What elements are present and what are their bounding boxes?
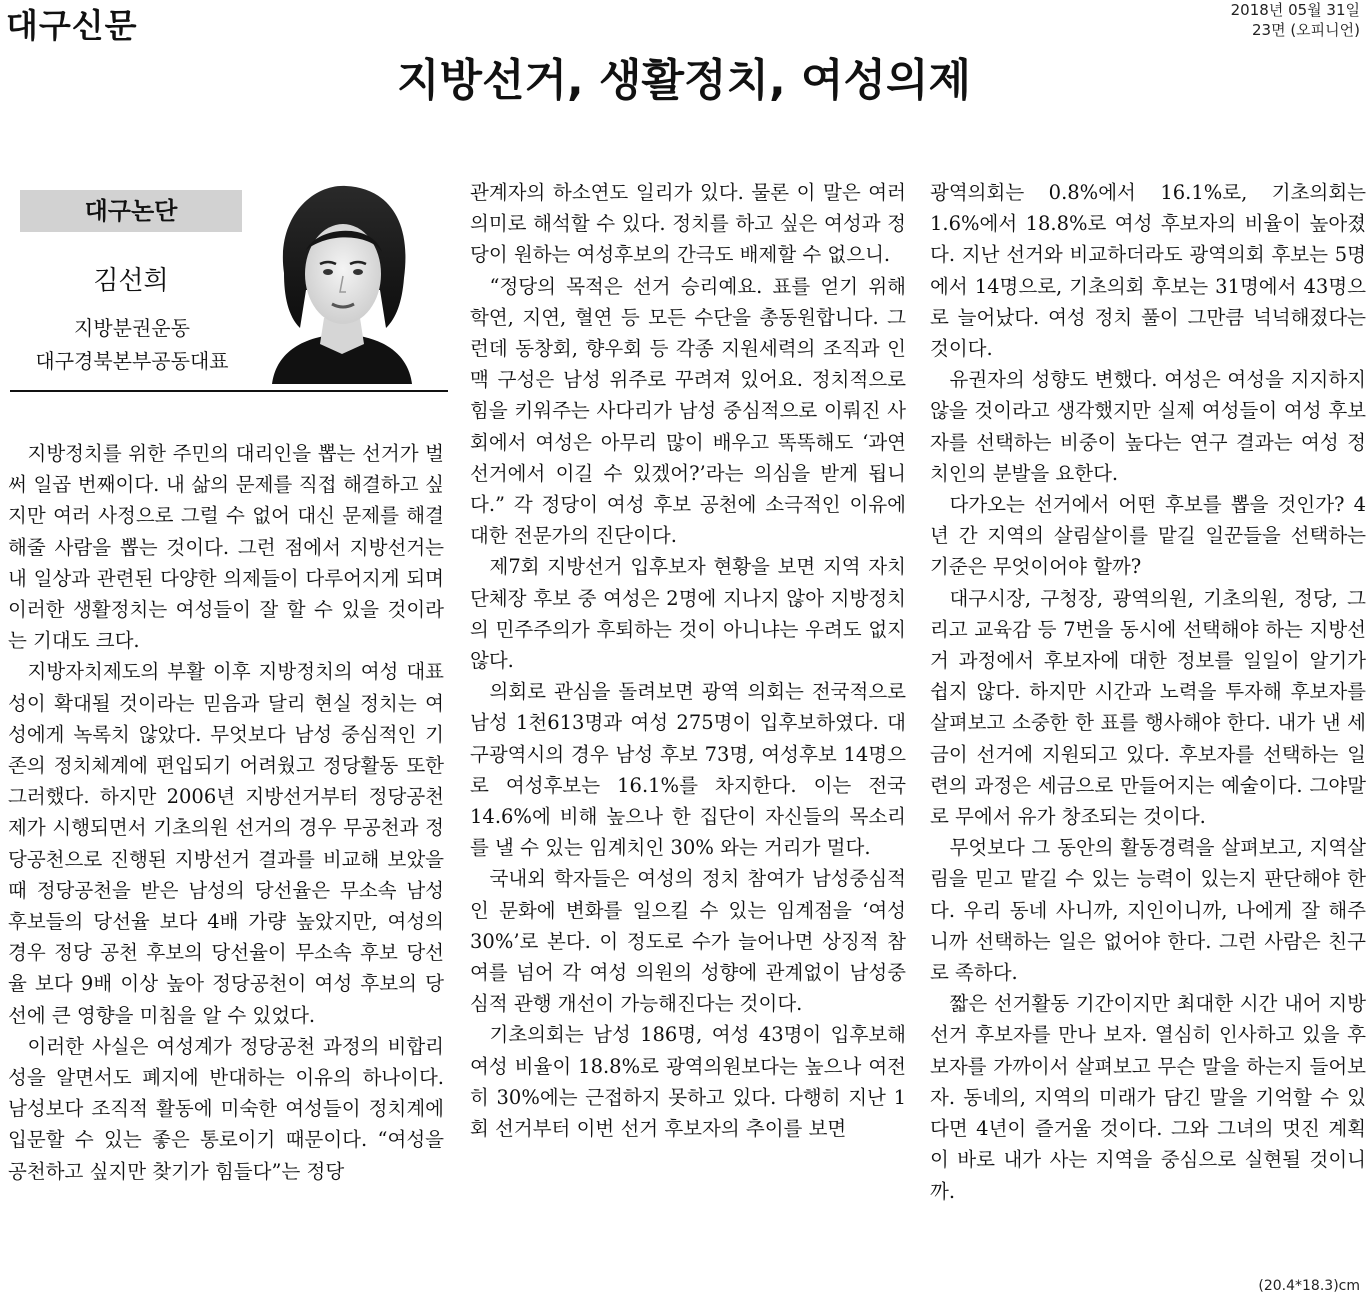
paragraph: 무엇보다 그 동안의 활동경력을 살펴보고, 지역살림을 믿고 맡길 수 있는 능력이 있는지 판단해야 한다. 우리 동네 사니까, 지인이니까, 나에게 잘 해주니까 선택하는 일은 없어야 한다. 그런 사람은 친구로 족하다. xyxy=(930,836,1366,985)
paragraph: 짧은 선거활동 기간이지만 최대한 시간 내어 지방선거 후보자를 만나 보자. 열심히 인사하고 있을 후보자를 가까이서 살펴보고 무슨 말을 하는지 들어보자. 동네의, 지역의 미래가 담긴 말을 기억할 수 있다면 4년이 즐거울 것이다. 그와 그녀의 멋진 계획이 바로 내가 사는 지역을 중심으로 실현될 것이니까. xyxy=(930,992,1366,1203)
author-role-line-2: 대구경북본부공동대표 xyxy=(35,349,229,373)
author-photo xyxy=(262,178,422,384)
paragraph-continued: 광역의회는 0.8%에서 16.1%로, 기초의회는 1.6%에서 18.8%로 여성 후보자의 비율이 높아졌다. 지난 선거와 비교하더라도 광역의회 후보는 5명에서 14명으로, 기초의회 후보는 31명에서 43명으로 늘어났다. 여성 정치 풀이 그만큼 넉넉해졌다는 것이다. xyxy=(930,181,1366,361)
paragraph: 지방자치제도의 부활 이후 지방정치의 여성 대표성이 확대될 것이라는 믿음과 달리 현실 정치는 여성에게 녹록치 않았다. 무엇보다 남성 중심적인 기존의 정치체계에 편입되기 어려웠고 정당활동 또한 그러했다. 하지만 2006년 지방선거부터 정당공천제가 시행되면서 기초의원 선거의 경우 무공천과 정당공천으로 진행된 지방선거 결과를 비교해 보았을 때 정당공천을 받은 남성의 당선율은 무소속 남성 후보들의 당선율 보다 4배 가량 높았지만, 여성의 경우 정당 공천 후보의 당선율이 무소속 후보 당선율 보다 9배 이상 높아 정당공천이 여성 후보의 당선에 큰 영향을 미침을 알 수 있었다. xyxy=(8,660,444,1027)
newspaper-masthead: 대구신문 xyxy=(6,6,138,45)
issue-date: 2018년 05월 31일 xyxy=(1230,1,1360,19)
paragraph: 다가오는 선거에서 어떤 후보를 뽑을 것인가? 4년 간 지역의 살림살이를 맡길 일꾼들을 선택하는 기준은 무엇이어야 할까? xyxy=(930,493,1366,579)
paragraph-continued: 관계자의 하소연도 일리가 있다. 물론 이 말은 여러 의미로 해석할 수 있다. 정치를 하고 싶은 여성과 정당이 원하는 여성후보의 간극도 배제할 수 없으니. xyxy=(470,181,906,267)
author-role-line-1: 지방분권운동 xyxy=(74,316,190,340)
paragraph: 의회로 관심을 돌려보면 광역 의회는 전국적으로 남성 1천613명과 여성 275명이 입후보하였다. 대구광역시의 경우 남성 후보 73명, 여성후보 14명으로 여성후보는 16.1%를 차지한다. 이는 전국 14.6%에 비해 높으나 한 집단이 자신들의 목소리를 낼 수 있는 임계치인 30% 와는 거리가 멀다. xyxy=(470,680,906,860)
paragraph: 제7회 지방선거 입후보자 현황을 보면 지역 자치단체장 후보 중 여성은 2명에 지나지 않아 지방정치의 민주주의가 후퇴하는 것이 아니냐는 우려도 없지 않다. xyxy=(470,555,906,673)
byline-divider xyxy=(10,390,448,392)
section-label: 대구논단 xyxy=(20,190,242,232)
paragraph: 이러한 사실은 여성계가 정당공천 과정의 비합리성을 알면서도 폐지에 반대하는 이유의 하나이다. 남성보다 조직적 활동에 미숙한 여성들이 정치계에 입문할 수 있는 좋은 통로이기 때문이다. “여성을 공천하고 싶지만 찾기가 힘들다”는 정당 xyxy=(8,1034,444,1183)
article-column-1 xyxy=(8,438,444,1187)
issue-page: 23면 (오피니언) xyxy=(1251,21,1360,39)
byline-box xyxy=(10,178,450,388)
issue-meta xyxy=(1231,0,1360,40)
article-headline: 지방선거, 생활정치, 여성의제 xyxy=(396,55,972,106)
paragraph: 유권자의 성향도 변했다. 여성은 여성을 지지하지 않을 것이라고 생각했지만 실제 여성들이 여성 후보자를 선택하는 비중이 높다는 연구 결과는 여성 정치인의 분발을 요한다. xyxy=(930,368,1366,485)
article-column-3 xyxy=(930,177,1366,1207)
paragraph: 국내외 학자들은 여성의 정치 참여가 남성중심적인 문화에 변화를 일으킬 수 있는 임계점을 ‘여성 30%’로 본다. 이 정도로 수가 늘어나면 상징적 참여를 넘어 각 여성 의원의 성향에 관계없이 남성중심적 관행 개선이 가능해진다는 것이다. xyxy=(470,867,906,1016)
article-column-2 xyxy=(470,177,906,1144)
author-role xyxy=(10,312,254,378)
paragraph: 기초의회는 남성 186명, 여성 43명이 입후보해 여성 비율이 18.8%로 광역의원보다는 높으나 여전히 30%에는 근접하지 못하고 있다. 다행히 지난 1회 선거부터 이번 선거 후보자의 추이를 보면 xyxy=(470,1023,906,1141)
author-name: 김선희 xyxy=(93,266,169,296)
paragraph: “정당의 목적은 선거 승리예요. 표를 얻기 위해 학연, 지연, 혈연 등 모든 수단을 총동원합니다. 그런데 동창회, 향우회 등 각종 지원세력의 조직과 인맥 구성은 남성 위주로 꾸려져 있어요. 정치적으로 힘을 키워주는 사다리가 남성 중심적으로 이뤄진 사회에서 여성은 아무리 많이 배우고 똑똑해도 ‘과연 선거에서 이길 수 있겠어?’라는 의심을 받게 됩니다.” 각 정당이 여성 후보 공천에 소극적인 이유에 대한 전문가의 진단이다. xyxy=(470,274,906,548)
paragraph: 지방정치를 위한 주민의 대리인을 뽑는 선거가 벌써 일곱 번째이다. 내 삶의 문제를 직접 해결하고 싶지만 여러 사정으로 그럴 수 없어 대신 문제를 해결해줄 사람을 뽑는 것이다. 그런 점에서 지방선거는 내 일상과 관련된 다양한 의제들이 다루어지게 되며 이러한 생활정치는 여성들이 잘 할 수 있을 것이라는 기대도 크다. xyxy=(8,442,444,653)
clipping-dimensions: (20.4*18.3)cm xyxy=(1258,1278,1360,1294)
paragraph: 대구시장, 구청장, 광역의원, 기초의원, 정당, 그리고 교육감 등 7번을 동시에 선택해야 하는 지방선거 과정에서 후보자에 대한 정보를 일일이 알기가 쉽지 않다. 하지만 시간과 노력을 투자해 후보자를 살펴보고 소중한 한 표를 행사해야 한다. 내가 낸 세금이 선거에 지원되고 있다. 후보자를 선택하는 일련의 과정은 세금으로 만들어지는 예술이다. 그야말로 무에서 유가 창조되는 것이다. xyxy=(930,586,1366,829)
